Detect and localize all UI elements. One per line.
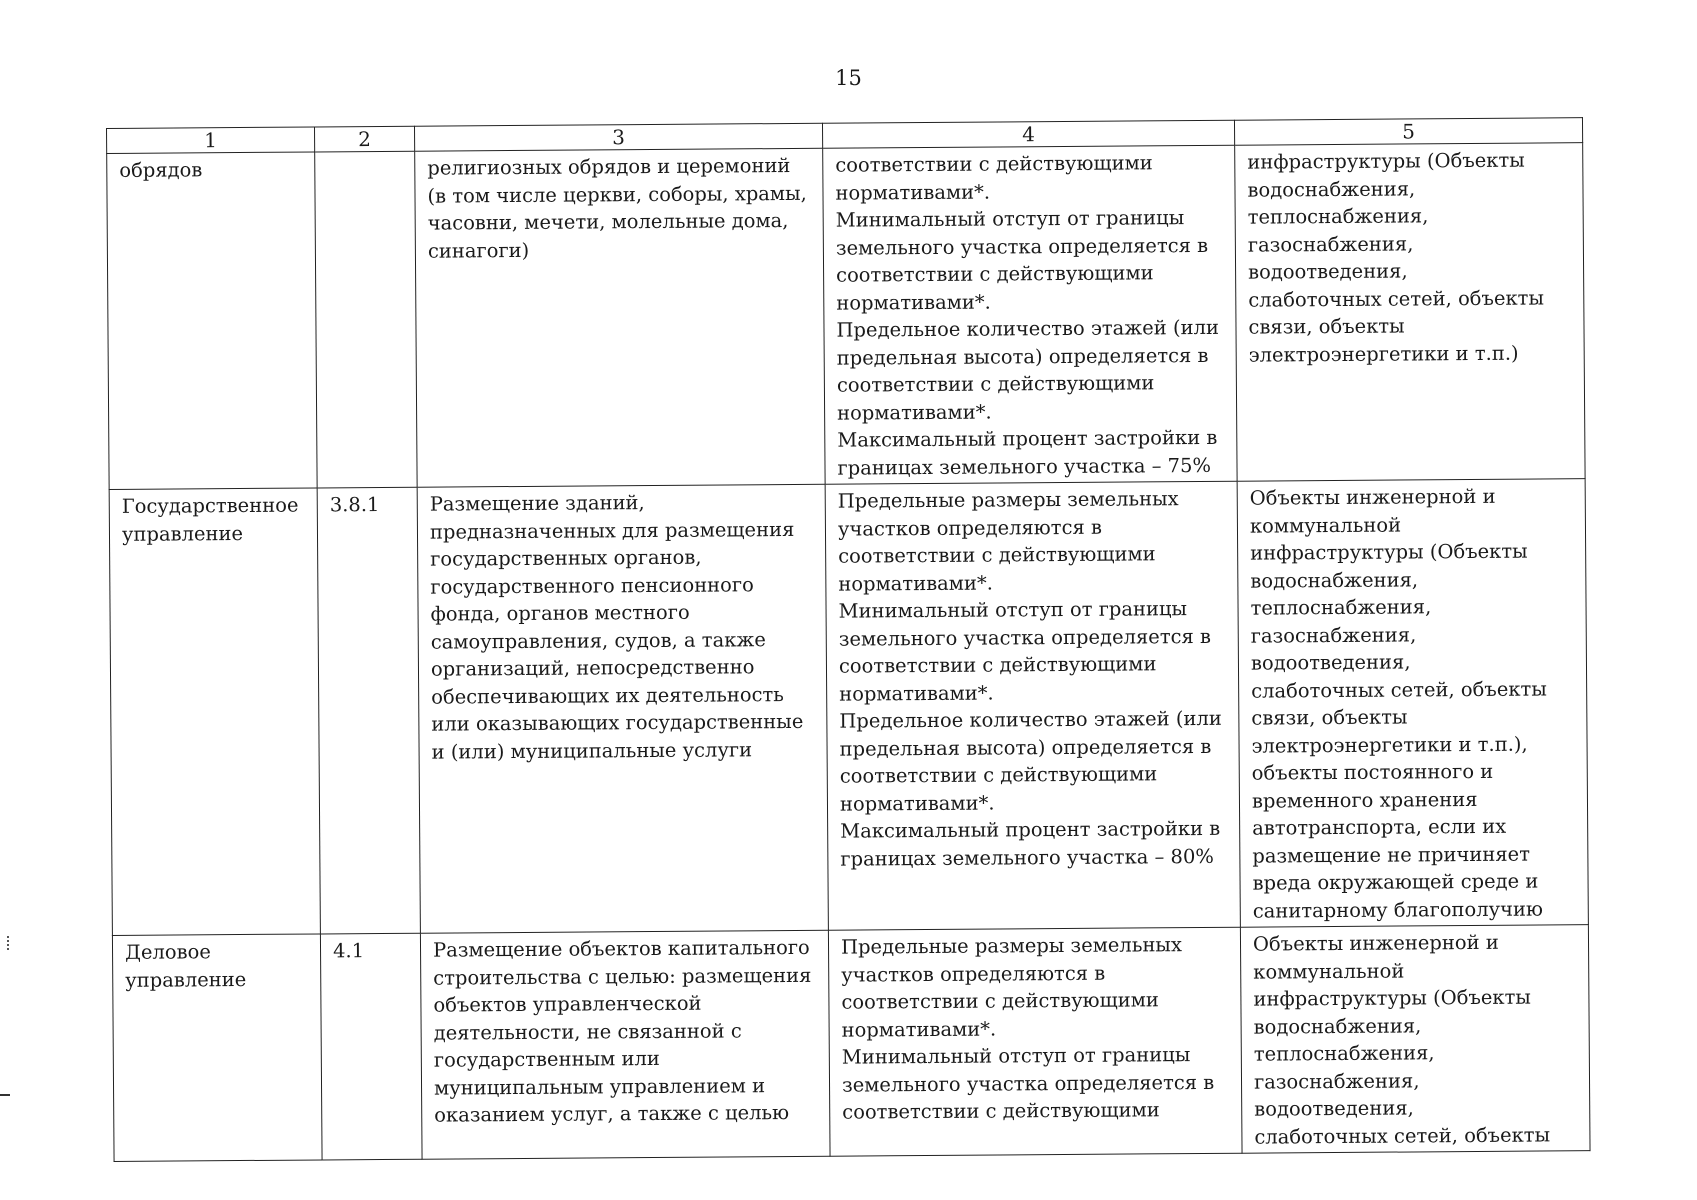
column-header-3: 3 bbox=[414, 123, 822, 151]
margin-dots bbox=[7, 936, 11, 950]
margin-mark bbox=[0, 1094, 10, 1096]
use-type-parameters: Предельные размеры земельных участков определяются в соответствии с действующими нормативами*. Минимальный отступ от границы земельного участка определяется в соответствии с действующими нормативами*. Предельное количество этажей (или предельная высота) определяется в соответствии с действующими нормативами*. Максимальный процент застройки в границах земельного участка – 80% bbox=[825, 481, 1240, 930]
column-header-4: 4 bbox=[822, 120, 1234, 148]
use-type-code: 4.1 bbox=[320, 933, 422, 1160]
column-header-2: 2 bbox=[314, 126, 414, 152]
table-row bbox=[107, 143, 1585, 490]
use-type-name: Государственное управление bbox=[109, 488, 320, 936]
use-type-code: 3.8.1 bbox=[317, 487, 420, 934]
use-type-parameters: Предельные размеры земельных участков определяются в соответствии с действующими нормативами*. Минимальный отступ от границы земельного участка определяется в соответствии с действующими bbox=[828, 927, 1242, 1156]
use-type-description: религиозных обрядов и церемоний (в том числе церкви, соборы, храмы, часовни, мечети, молельные дома, синагоги) bbox=[415, 148, 825, 487]
use-type-description: Размещение объектов капитального строительства с целью: размещения объектов управленческой деятельности, не связанной с государственным или муниципальным управлением и оказанием услуг, а также с целью bbox=[420, 930, 830, 1159]
auxiliary-uses: Объекты инженерной и коммунальной инфраструктуры (Объекты водоснабжения, теплоснабжения, газоснабжения, водоотведения, слаботочных сетей, объекты bbox=[1240, 925, 1590, 1154]
use-type-description: Размещение зданий, предназначенных для размещения государственных органов, государственного пенсионного фонда, органов местного самоуправления, судов, а также организаций, непосредственно обеспечивающих их деятельность или оказывающих государственные и (или) муниципальные услуги bbox=[417, 484, 828, 933]
use-type-parameters: соответствии с действующими нормативами*. Минимальный отступ от границы земельного участка определяется в соответствии с действующими нормативами*. Предельное количество этажей (или предельная высота) определяется в соответствии с действующими нормативами*. Максимальный процент застройки в границах земельного участка – 75% bbox=[823, 145, 1237, 484]
use-type-name: обрядов bbox=[107, 152, 317, 490]
use-type-name: Деловое управление bbox=[112, 934, 322, 1162]
column-header-5: 5 bbox=[1234, 118, 1582, 146]
table-row bbox=[112, 925, 1590, 1162]
land-use-table bbox=[106, 117, 1591, 1162]
auxiliary-uses: Объекты инженерной и коммунальной инфраструктуры (Объекты водоснабжения, теплоснабжения, газоснабжения, водоотведения, слаботочных сетей, объекты связи, объекты электроэнергетики и т.п.), объекты постоянного и временного хранения автотранспорта, если их размещение не причиняет вреда окружающей среде и санитарному благополучию bbox=[1237, 479, 1588, 928]
auxiliary-uses: инфраструктуры (Объекты водоснабжения, теплоснабжения, газоснабжения, водоотведения, слаботочных сетей, объекты связи, объекты электроэнергетики и т.п.) bbox=[1235, 143, 1585, 482]
use-type-code bbox=[315, 151, 417, 488]
page-number: 15 bbox=[835, 66, 862, 90]
column-header-1: 1 bbox=[107, 127, 315, 154]
table-row bbox=[109, 479, 1588, 936]
